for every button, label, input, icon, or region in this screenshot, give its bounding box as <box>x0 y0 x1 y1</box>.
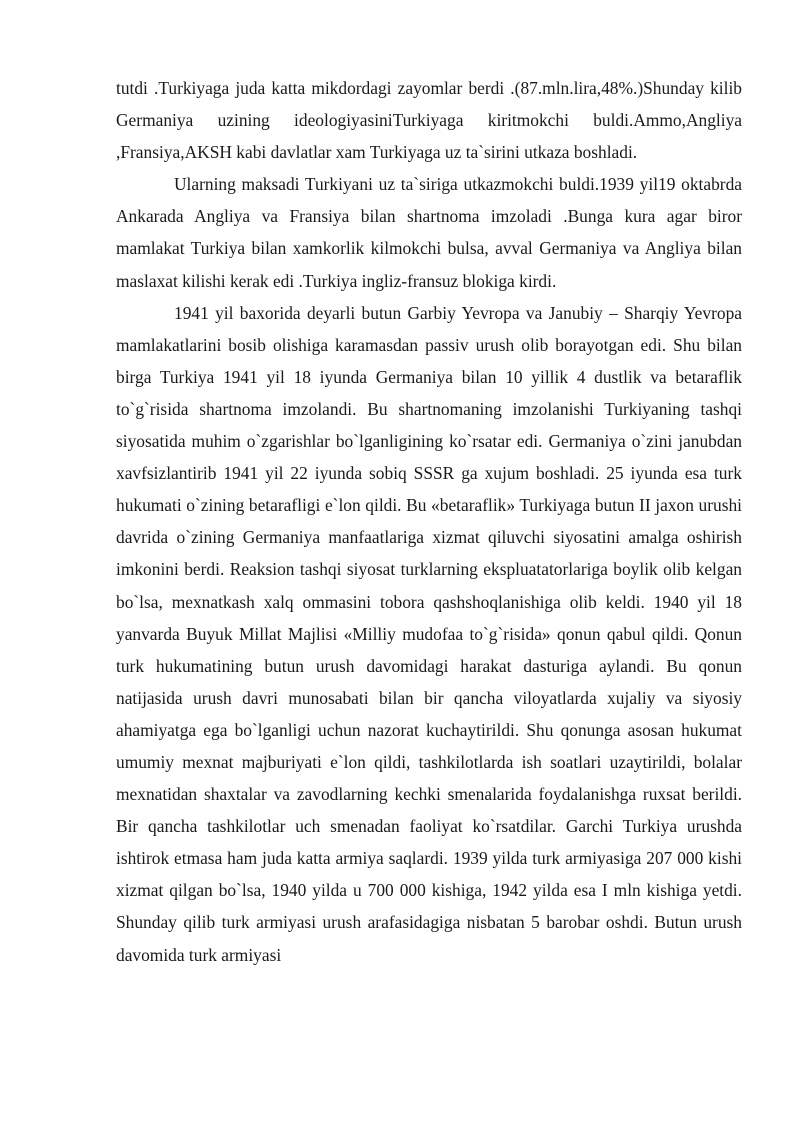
paragraph-neutrality-1941: 1941 yil baxorida deyarli butun Garbiy Yevropa va Janubiy – Sharqiy Yevropa mamlakatlarini bosib olishiga karamasdan passiv urush olib borayotgan edi. Shu bilan birga Turkiya 1941 yil 18 iyunda Germaniya bilan 10 yillik 4 dustlik va betaraflik to`g`risida shartnoma imzolandi. Bu shartnomaning imzolanishi Turkiyaning tashqi siyosatida muhim o`zgarishlar bo`lganligining ko`rsatar edi. Germaniya o`zini janubdan xavfsizlantirib 1941 yil 22 iyunda sobiq SSSR ga xujum boshladi. 25 iyunda esa turk hukumati o`zining betarafligi e`lon qildi. Bu «betaraflik» Turkiyaga butun II jaxon urushi davrida o`zining Germaniya manfaatlariga xizmat qiluvchi siyosatini amalga oshirish imkonini berdi. Reaksion tashqi siyosat turklarning ekspluatatorlariga boylik olib kelgan bo`lsa, mexnatkash xalq ommasini tobora qashshoqlanishiga olib keldi. 1940 yil 18 yanvarda Buyuk Millat Majlisi «Milliy mudofaa to`g`risida» qonun qabul qildi. Qonun turk hukumatining butun urush davomidagi harakat dasturiga aylandi. Bu qonun natijasida urush davri munosabati bilan bir qancha viloyatlarda xujaliy va siyosiy ahamiyatga ega bo`lganligi uchun nazorat kuchaytirildi. Shu qonunga asosan hukumat umumiy mexnat majburiyati e`lon qildi, tashkilotlarda ish soatlari uzaytirildi, bolalar mexnatidan shaxtalar va zavodlarning kechki smenalarida foydalanishga ruxsat berildi. Bir qancha tashkilotlar uch smenadan faoliyat ko`rsatdilar. Garchi Turkiya urushda ishtirok etmasa ham juda katta armiya saqlardi. 1939 yilda turk armiyasiga 207 000 kishi xizmat qilgan bo`lsa, 1940 yilda u 700 000 kishiga, 1942 yilda esa I mln kishiga yetdi. Shunday qilib turk armiyasi urush arafasidagiga nisbatan 5 barobar oshdi. Butun urush davomida turk armiyasi <box>116 302 742 965</box>
paragraph-anglo-french-treaty: Ularning maksadi Turkiyani uz ta`siriga utkazmokchi buldi.1939 yil19 oktabrda Ankarada Angliya va Fransiya bilan shartnoma imzoladi .Bunga kura agar biror mamlakat Turkiya bilan xamkorlik kilmokchi bulsa, avval Germaniya va Angliya bilan maslaxat kilishi kerak edi .Turkiya ingliz-fransuz blokiga kirdi. <box>116 174 742 291</box>
body-text <box>116 72 742 971</box>
paragraph-continuation: tutdi .Turkiyaga juda katta mikdordagi zayomlar berdi .(87.mln.lira,48%.)Shunday kilib Germaniya uzining ideologiyasiniTurkiyaga kiritmokchi buldi.Ammo,Angliya ,Fransiya,AKSH kabi davlatlar xam Turkiyaga uz ta`sirini utkaza boshladi. <box>116 78 742 163</box>
